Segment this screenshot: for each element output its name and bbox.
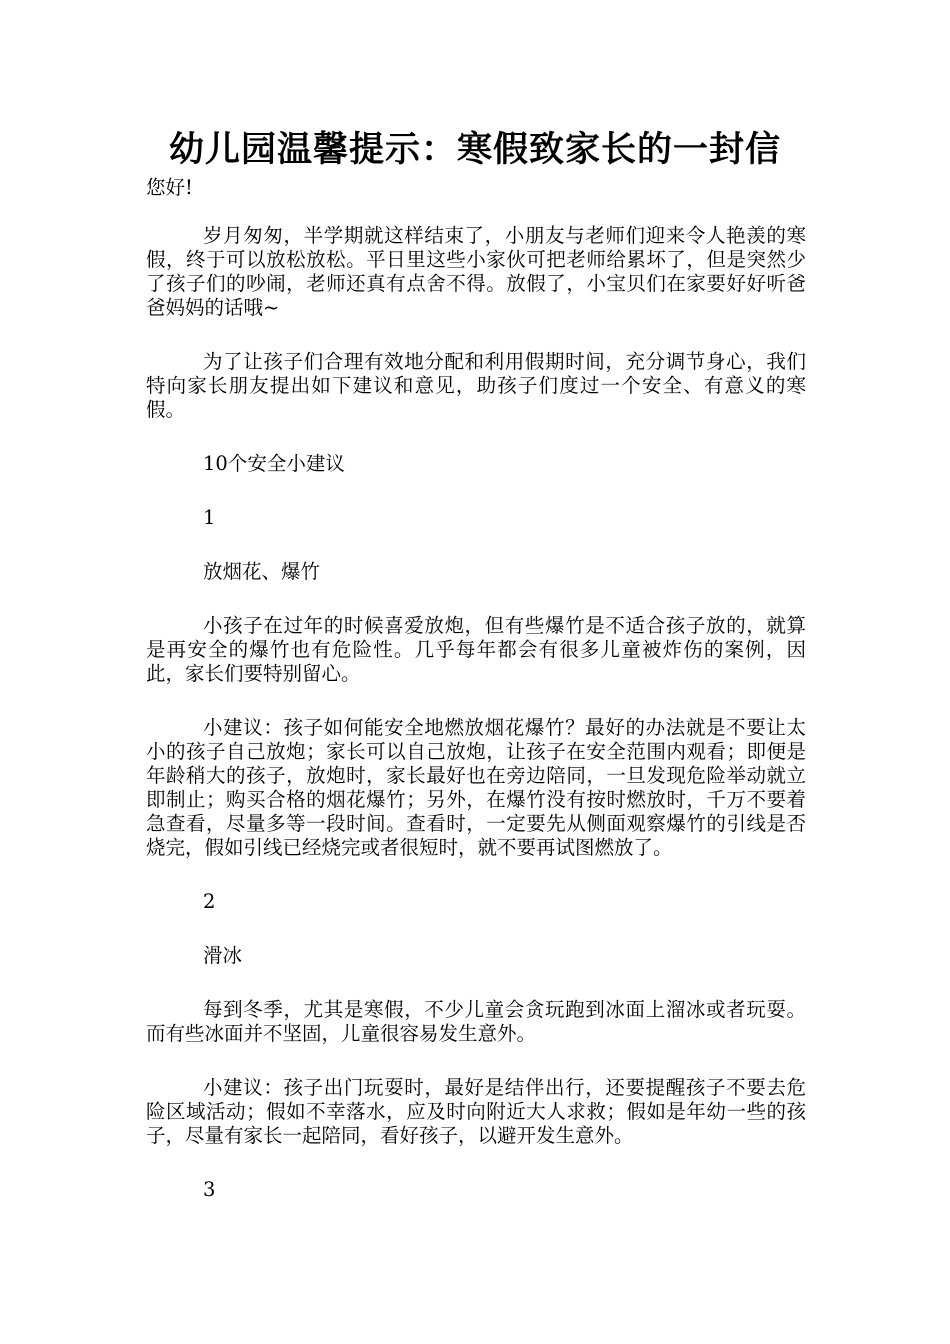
paragraph-skating-advice: 小建议：孩子出门玩耍时，最好是结伴出行，还要提醒孩子不要去危险区域活动；假如不幸落水，应及时向附近大人求救；假如是年幼一些的孩子，尽量有家长一起陪同，看好孩子，以避开发生意外。 [146, 1076, 806, 1147]
item-number-2: 2 [203, 890, 216, 913]
item-number-3: 3 [203, 1178, 216, 1201]
paragraph-skating-risk: 每到冬季，尤其是寒假，不少儿童会贪玩跑到冰面上溜冰或者玩耍。而有些冰面并不坚固，儿童很容易发生意外。 [146, 998, 806, 1045]
paragraph-purpose: 为了让孩子们合理有效地分配和利用假期时间，充分调节身心，我们特向家长朋友提出如下建议和意见，助孩子们度过一个安全、有意义的寒假。 [146, 350, 806, 421]
paragraph-intro: 岁月匆匆，半学期就这样结束了，小朋友与老师们迎来令人艳羡的寒假，终于可以放松放松。平日里这些小家伙可把老师给累坏了，但是突然少了孩子们的吵闹，老师还真有点舍不得。放假了，小宝贝们在家要好好听爸爸妈妈的话哦~ [146, 224, 806, 319]
section-heading: 10个安全小建议 [203, 452, 345, 475]
document-title: 幼儿园温馨提示：寒假致家长的一封信 [168, 129, 781, 170]
item-heading-skating: 滑冰 [203, 944, 243, 967]
letter-body [146, 224, 806, 1202]
item-number-1: 1 [203, 506, 216, 529]
item-heading-fireworks: 放烟花、爆竹 [203, 560, 321, 583]
greeting: 您好! [146, 176, 193, 199]
paragraph-fireworks-advice: 小建议：孩子如何能安全地燃放烟花爆竹？最好的办法就是不要让太小的孩子自己放炮；家长可以自己放炮，让孩子在安全范围内观看；即便是年龄稍大的孩子，放炮时，家长最好也在旁边陪同，一旦发现危险举动就立即制止；购买合格的烟花爆竹；另外，在爆竹没有按时燃放时，千万不要着急查看，尽量多等一段时间。查看时，一定要先从侧面观察爆竹的引线是否烧完，假如引线已经烧完或者很短时，就不要再试图燃放了。 [146, 716, 806, 859]
paragraph-fireworks-risk: 小孩子在过年的时候喜爱放炮，但有些爆竹是不适合孩子放的，就算是再安全的爆竹也有危险性。几乎每年都会有很多儿童被炸伤的案例，因此，家长们要特别留心。 [146, 614, 806, 685]
